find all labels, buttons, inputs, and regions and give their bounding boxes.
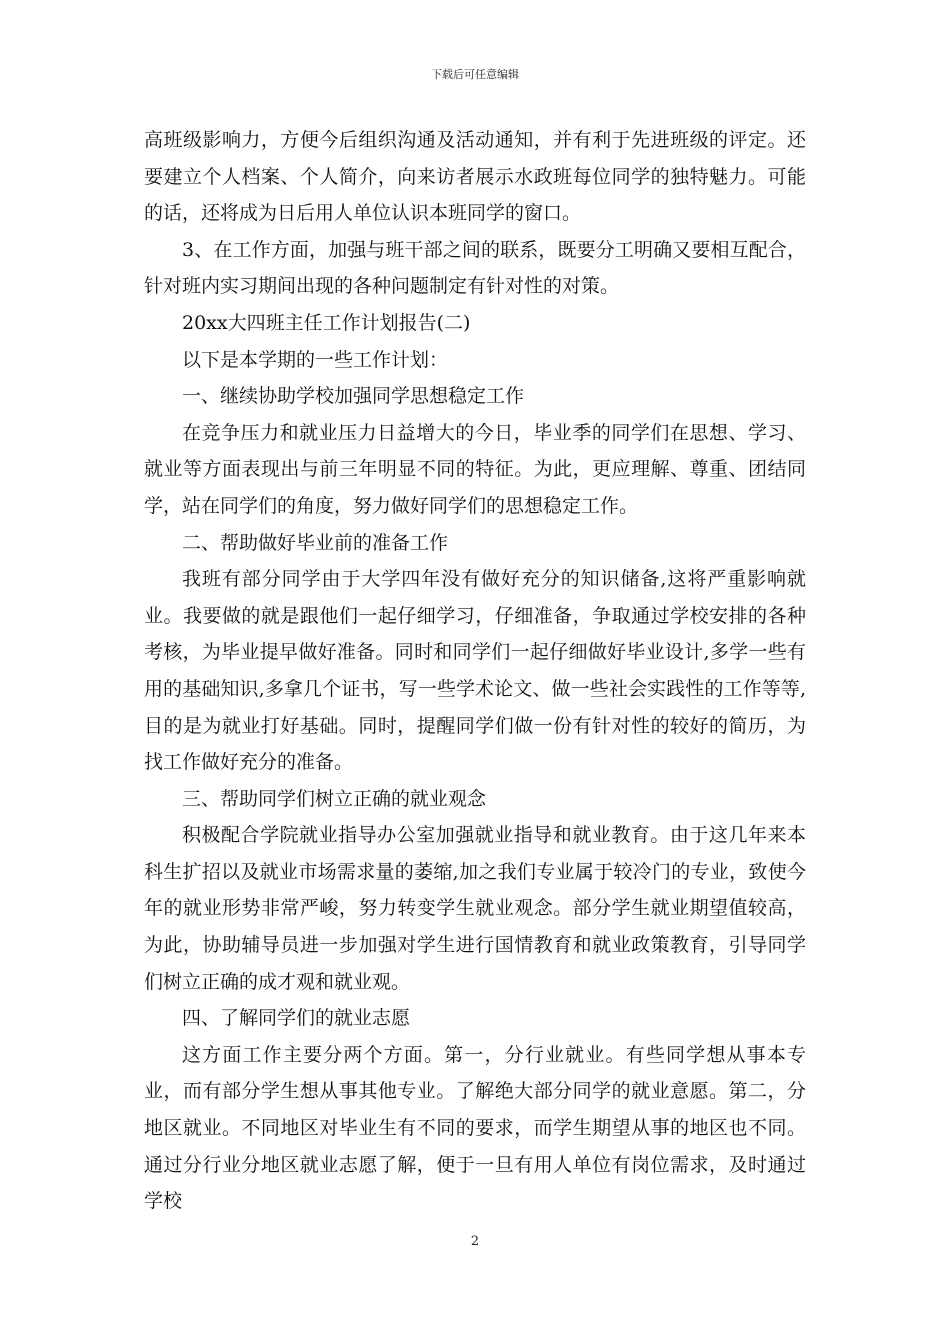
paragraph: 在竞争压力和就业压力日益增大的今日，毕业季的同学们在思想、学习、就业等方面表现出与前三年明显不同的特征。为此，更应理解、尊重、团结同学，站在同学们的角度，努力做好同学们的思想稳定工作。	[144, 421, 806, 517]
section-heading: 三、帮助同学们树立正确的就业观念	[182, 787, 487, 810]
section-heading: 二、帮助做好毕业前的准备工作	[182, 531, 449, 554]
section-heading: 一、继续协助学校加强同学思想稳定工作	[182, 385, 525, 408]
paragraph: 积极配合学院就业指导办公室加强就业指导和就业教育。由于这几年来本科生扩招以及就业市场需求量的萎缩,加之我们专业属于较冷门的专业，致使今年的就业形势非常严峻，努力转变学生就业观念。部分学生就业期望值较高，为此，协助辅导员进一步加强对学生进行国情教育和就业政策教育，引导同学们树立正确的成才观和就业观。	[144, 824, 806, 993]
paragraph: 以下是本学期的一些工作计划：	[182, 348, 449, 371]
paragraph: 这方面工作主要分两个方面。第一，分行业就业。有些同学想从事本专业，而有部分学生想从事其他专业。了解绝大部分同学的就业意愿。第二，分地区就业。不同地区对毕业生有不同的要求，而学生期望从事的地区也不同。通过分行业分地区就业志愿了解，便于一旦有用人单位有岗位需求，及时通过学校	[144, 1043, 806, 1213]
section-heading: 四、了解同学们的就业志愿	[182, 1007, 411, 1030]
document-body	[144, 122, 806, 1220]
section-heading: 20xx大四班主任工作计划报告(二)	[182, 311, 471, 334]
paragraph: 我班有部分同学由于大学四年没有做好充分的知识储备,这将严重影响就业。我要做的就是跟他们一起仔细学习，仔细准备，争取通过学校安排的各种考核，为毕业提早做好准备。同时和同学们一起仔细做好毕业设计,多学一些有用的基础知识,多拿几个证书，写一些学术论文、做一些社会实践性的工作等等,目的是为就业打好基础。同时，提醒同学们做一份有针对性的较好的简历，为找工作做好充分的准备。	[144, 568, 806, 774]
page-header: 下载后可任意编辑	[431, 68, 519, 81]
paragraph: 3、在工作方面，加强与班干部之间的联系，既要分工明确又要相互配合，针对班内实习期间出现的各种问题制定有针对性的对策。	[144, 238, 806, 298]
paragraph: 高班级影响力，方便今后组织沟通及活动通知，并有利于先进班级的评定。还要建立个人档案、个人简介，向来访者展示水政班每位同学的独特魅力。可能的话，还将成为日后用人单位认识本班同学的窗口。	[144, 129, 806, 225]
page-number: 2	[470, 1234, 480, 1249]
